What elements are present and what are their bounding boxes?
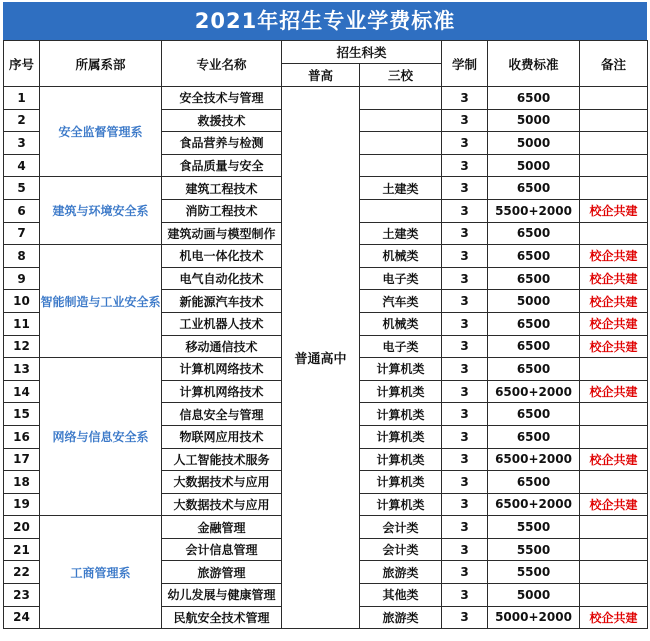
cell-fee: 6500 [488,245,580,268]
cell-three: 电子类 [360,267,442,290]
cell-three [360,132,442,155]
cell-years: 3 [442,425,488,448]
cell-three: 土建类 [360,177,442,200]
cell-dept: 工商管理系 [40,516,162,629]
cell-fee: 6500+2000 [488,448,580,471]
fee-standard-document [3,2,647,629]
cell-major: 金融管理 [162,516,282,539]
cell-major: 人工智能技术服务 [162,448,282,471]
cell-major: 安全技术与管理 [162,87,282,110]
cell-seq: 12 [4,335,40,358]
cell-years: 3 [442,222,488,245]
cell-three: 机械类 [360,312,442,335]
page-title: 2021年招生专业学费标准 [3,2,647,40]
cell-three: 旅游类 [360,606,442,629]
cell-seq: 8 [4,245,40,268]
cell-three: 机械类 [360,245,442,268]
cell-seq: 20 [4,516,40,539]
cell-three [360,154,442,177]
cell-seq: 3 [4,132,40,155]
cell-major: 救援技术 [162,109,282,132]
cell-major: 移动通信技术 [162,335,282,358]
cell-major: 信息安全与管理 [162,403,282,426]
table-body [4,87,648,629]
cell-fee: 6500 [488,403,580,426]
cell-years: 3 [442,584,488,607]
header-seq: 序号 [4,41,40,87]
header-dept: 所属系部 [40,41,162,87]
cell-three [360,199,442,222]
cell-remark [580,516,648,539]
cell-fee: 6500 [488,358,580,381]
cell-fee: 6500 [488,471,580,494]
cell-three: 会计类 [360,516,442,539]
cell-seq: 24 [4,606,40,629]
cell-fee: 6500 [488,177,580,200]
cell-general: 普通高中 [282,87,360,629]
cell-seq: 7 [4,222,40,245]
cell-remark [580,109,648,132]
cell-remark [580,425,648,448]
cell-remark: 校企共建 [580,312,648,335]
cell-remark [580,154,648,177]
cell-seq: 21 [4,538,40,561]
cell-fee: 5000 [488,154,580,177]
cell-three: 土建类 [360,222,442,245]
cell-major: 幼儿发展与健康管理 [162,584,282,607]
cell-seq: 13 [4,358,40,381]
cell-remark: 校企共建 [580,267,648,290]
cell-major: 电气自动化技术 [162,267,282,290]
cell-seq: 19 [4,493,40,516]
cell-remark: 校企共建 [580,199,648,222]
cell-major: 新能源汽车技术 [162,290,282,313]
table-row [4,87,648,110]
cell-fee: 6500+2000 [488,380,580,403]
cell-three: 汽车类 [360,290,442,313]
cell-years: 3 [442,312,488,335]
cell-seq: 9 [4,267,40,290]
cell-fee: 5000 [488,109,580,132]
cell-seq: 22 [4,561,40,584]
cell-dept: 智能制造与工业安全系 [40,245,162,358]
cell-three: 其他类 [360,584,442,607]
cell-dept: 网络与信息安全系 [40,358,162,516]
cell-fee: 6500 [488,425,580,448]
cell-major: 计算机网络技术 [162,380,282,403]
cell-seq: 15 [4,403,40,426]
cell-years: 3 [442,471,488,494]
cell-remark [580,358,648,381]
cell-seq: 10 [4,290,40,313]
cell-fee: 6500 [488,267,580,290]
cell-major: 大数据技术与应用 [162,471,282,494]
cell-years: 3 [442,493,488,516]
cell-major: 消防工程技术 [162,199,282,222]
cell-major: 建筑动画与模型制作 [162,222,282,245]
header-major: 专业名称 [162,41,282,87]
cell-three [360,87,442,110]
cell-fee: 5000 [488,290,580,313]
cell-years: 3 [442,561,488,584]
cell-years: 3 [442,335,488,358]
cell-fee: 5500+2000 [488,199,580,222]
cell-years: 3 [442,199,488,222]
cell-remark: 校企共建 [580,290,648,313]
cell-major: 食品质量与安全 [162,154,282,177]
cell-dept: 建筑与环境安全系 [40,177,162,245]
cell-years: 3 [442,448,488,471]
cell-fee: 5500 [488,538,580,561]
cell-years: 3 [442,516,488,539]
cell-fee: 6500 [488,222,580,245]
cell-seq: 18 [4,471,40,494]
cell-remark [580,561,648,584]
cell-major: 民航安全技术管理 [162,606,282,629]
cell-major: 物联网应用技术 [162,425,282,448]
cell-remark [580,87,648,110]
cell-remark [580,403,648,426]
cell-remark [580,177,648,200]
header-category: 招生科类 [282,41,442,64]
cell-seq: 16 [4,425,40,448]
cell-remark [580,222,648,245]
cell-fee: 5500 [488,516,580,539]
cell-major: 工业机器人技术 [162,312,282,335]
cell-major: 旅游管理 [162,561,282,584]
cell-years: 3 [442,132,488,155]
cell-seq: 6 [4,199,40,222]
cell-seq: 5 [4,177,40,200]
cell-years: 3 [442,245,488,268]
cell-seq: 23 [4,584,40,607]
header-row [4,41,648,64]
cell-years: 3 [442,109,488,132]
cell-years: 3 [442,267,488,290]
header-remark: 备注 [580,41,648,87]
cell-remark [580,584,648,607]
header-general: 普高 [282,64,360,87]
cell-fee: 6500 [488,335,580,358]
cell-three [360,109,442,132]
cell-three: 电子类 [360,335,442,358]
cell-fee: 5000 [488,132,580,155]
cell-seq: 2 [4,109,40,132]
cell-remark: 校企共建 [580,245,648,268]
cell-remark [580,538,648,561]
cell-years: 3 [442,358,488,381]
cell-three: 计算机类 [360,403,442,426]
cell-remark [580,471,648,494]
cell-remark: 校企共建 [580,606,648,629]
cell-years: 3 [442,538,488,561]
cell-years: 3 [442,154,488,177]
cell-seq: 4 [4,154,40,177]
cell-fee: 6500+2000 [488,493,580,516]
cell-fee: 5000 [488,584,580,607]
cell-remark [580,132,648,155]
cell-three: 会计类 [360,538,442,561]
header-fee: 收费标准 [488,41,580,87]
cell-remark: 校企共建 [580,448,648,471]
cell-remark: 校企共建 [580,380,648,403]
cell-years: 3 [442,606,488,629]
cell-three: 计算机类 [360,358,442,381]
cell-dept: 安全监督管理系 [40,87,162,177]
cell-seq: 14 [4,380,40,403]
cell-fee: 6500 [488,87,580,110]
cell-years: 3 [442,380,488,403]
header-years: 学制 [442,41,488,87]
cell-years: 3 [442,290,488,313]
cell-major: 大数据技术与应用 [162,493,282,516]
cell-three: 计算机类 [360,380,442,403]
cell-three: 计算机类 [360,448,442,471]
header-three: 三校 [360,64,442,87]
cell-fee: 5500 [488,561,580,584]
cell-three: 计算机类 [360,471,442,494]
cell-remark: 校企共建 [580,493,648,516]
cell-major: 机电一体化技术 [162,245,282,268]
cell-fee: 6500 [488,312,580,335]
cell-three: 计算机类 [360,493,442,516]
fee-table [3,40,648,629]
cell-seq: 1 [4,87,40,110]
cell-three: 旅游类 [360,561,442,584]
cell-seq: 17 [4,448,40,471]
cell-remark: 校企共建 [580,335,648,358]
cell-major: 食品营养与检测 [162,132,282,155]
cell-three: 计算机类 [360,425,442,448]
cell-years: 3 [442,403,488,426]
cell-major: 建筑工程技术 [162,177,282,200]
cell-years: 3 [442,87,488,110]
cell-seq: 11 [4,312,40,335]
cell-fee: 5000+2000 [488,606,580,629]
cell-years: 3 [442,177,488,200]
cell-major: 会计信息管理 [162,538,282,561]
cell-major: 计算机网络技术 [162,358,282,381]
